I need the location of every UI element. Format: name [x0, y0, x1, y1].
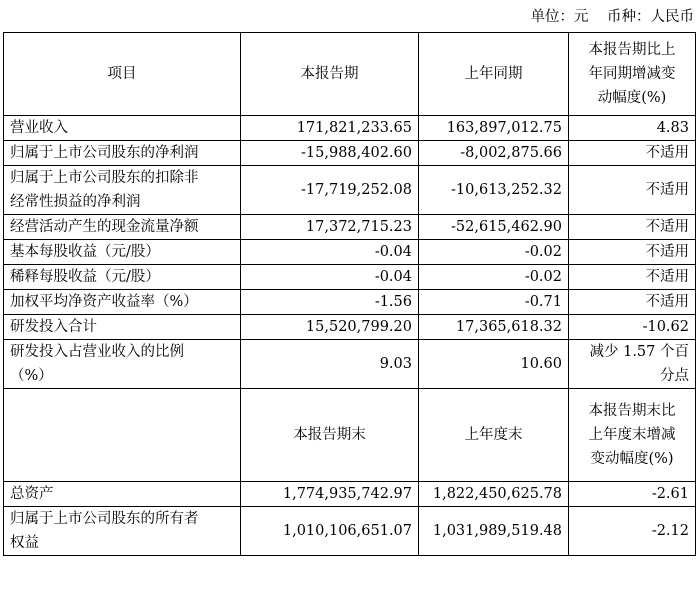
row-prior-value: -0.71	[419, 290, 569, 315]
row-item-label	[4, 141, 241, 166]
row-prior-value: -10,613,252.32	[419, 166, 569, 215]
header-change	[569, 33, 696, 116]
row-item-label	[4, 215, 241, 240]
row-change-value	[569, 141, 696, 166]
row-item-label-line: 归属于上市公司股东的净利润	[10, 145, 199, 161]
row-current-value: 1,010,106,651.07	[241, 507, 419, 556]
table-row	[4, 141, 696, 166]
row-current-value: 17,372,715.23	[241, 215, 419, 240]
row-change-value-line: 不适用	[645, 145, 689, 161]
row-prior-value: 163,897,012.75	[419, 116, 569, 141]
table-header-row	[4, 33, 696, 116]
row-change-value-line: -2.61	[651, 486, 689, 502]
table-row	[4, 482, 696, 507]
row-item-label-line: 权益	[10, 535, 39, 551]
row-change-value	[569, 315, 696, 340]
row-item-label	[4, 482, 241, 507]
row-current-value: 171,821,233.65	[241, 116, 419, 141]
row-current-value: -1.56	[241, 290, 419, 315]
row-item-label-line: 营业收入	[10, 120, 68, 136]
table-row	[4, 315, 696, 340]
row-change-value-line: 4.83	[656, 120, 689, 136]
row-item-label	[4, 116, 241, 141]
table-row	[4, 116, 696, 141]
header-prior: 上年度末	[419, 389, 569, 482]
row-current-value: -0.04	[241, 265, 419, 290]
header-change	[569, 389, 696, 482]
row-prior-value: 1,822,450,625.78	[419, 482, 569, 507]
header-change-line: 年同期增减变	[588, 66, 676, 82]
row-item-label-line: 归属于上市公司股东的扣除非	[10, 170, 199, 186]
row-change-value-line: -10.62	[642, 319, 689, 335]
header-item	[4, 389, 241, 482]
row-item-label-line: 稀释每股收益（元/股）	[10, 269, 160, 285]
header-item: 项目	[4, 33, 241, 116]
header-change-line: 变动幅度(%)	[590, 451, 674, 467]
row-item-label	[4, 290, 241, 315]
row-current-value: -0.04	[241, 240, 419, 265]
table-row	[4, 240, 696, 265]
row-item-label	[4, 315, 241, 340]
table-row	[4, 265, 696, 290]
row-change-value	[569, 166, 696, 215]
row-current-value: 15,520,799.20	[241, 315, 419, 340]
row-item-label-line: 基本每股收益（元/股）	[10, 244, 160, 260]
row-prior-value: -52,615,462.90	[419, 215, 569, 240]
row-change-value	[569, 507, 696, 556]
header-change-line: 动幅度(%)	[597, 90, 667, 106]
row-change-value	[569, 340, 696, 389]
table-row	[4, 166, 696, 215]
row-item-label	[4, 507, 241, 556]
header-current: 本报告期	[241, 33, 419, 116]
table-row	[4, 215, 696, 240]
row-change-value	[569, 215, 696, 240]
header-prior: 上年同期	[419, 33, 569, 116]
header-change-line: 本报告期比上	[588, 42, 676, 58]
header-change-line: 上年度末增减	[588, 427, 676, 443]
table-header-row	[4, 389, 696, 482]
row-change-value	[569, 116, 696, 141]
row-current-value: 1,774,935,742.97	[241, 482, 419, 507]
table-row	[4, 290, 696, 315]
row-item-label-line: （%）	[10, 368, 53, 384]
row-change-value-line: -2.12	[651, 523, 689, 539]
row-prior-value: -0.02	[419, 240, 569, 265]
row-prior-value: -0.02	[419, 265, 569, 290]
row-item-label-line: 总资产	[10, 486, 54, 502]
unit-currency-note: 单位：元 币种：人民币	[530, 9, 694, 25]
row-current-value: 9.03	[241, 340, 419, 389]
row-item-label-line: 经常性损益的净利润	[10, 194, 141, 210]
row-item-label-line: 加权平均净资产收益率（%）	[10, 294, 198, 310]
row-current-value: -15,988,402.60	[241, 141, 419, 166]
row-item-label	[4, 265, 241, 290]
row-change-value	[569, 240, 696, 265]
row-item-label-line: 经营活动产生的现金流量净额	[10, 219, 199, 235]
row-change-value-line: 不适用	[645, 219, 689, 235]
financial-data-table	[3, 32, 696, 556]
row-prior-value: 17,365,618.32	[419, 315, 569, 340]
row-item-label-line: 归属于上市公司股东的所有者	[10, 511, 199, 527]
row-prior-value: -8,002,875.66	[419, 141, 569, 166]
row-item-label-line: 研发投入占营业收入的比例	[10, 344, 184, 360]
row-change-value-line: 不适用	[645, 182, 689, 198]
row-item-label	[4, 166, 241, 215]
header-current: 本报告期末	[241, 389, 419, 482]
row-item-label	[4, 340, 241, 389]
table-row	[4, 507, 696, 556]
row-item-label	[4, 240, 241, 265]
row-change-value-line: 不适用	[645, 269, 689, 285]
row-change-value-line: 不适用	[645, 294, 689, 310]
row-prior-value: 1,031,989,519.48	[419, 507, 569, 556]
row-change-value-line: 不适用	[645, 244, 689, 260]
table-row	[4, 340, 696, 389]
row-change-value-line: 减少 1.57 个百	[589, 344, 689, 360]
row-change-value	[569, 265, 696, 290]
row-change-value-line: 分点	[660, 368, 689, 384]
row-item-label-line: 研发投入合计	[10, 319, 97, 335]
row-prior-value: 10.60	[419, 340, 569, 389]
row-change-value	[569, 482, 696, 507]
header-change-line: 本报告期末比	[588, 403, 676, 419]
row-change-value	[569, 290, 696, 315]
row-current-value: -17,719,252.08	[241, 166, 419, 215]
